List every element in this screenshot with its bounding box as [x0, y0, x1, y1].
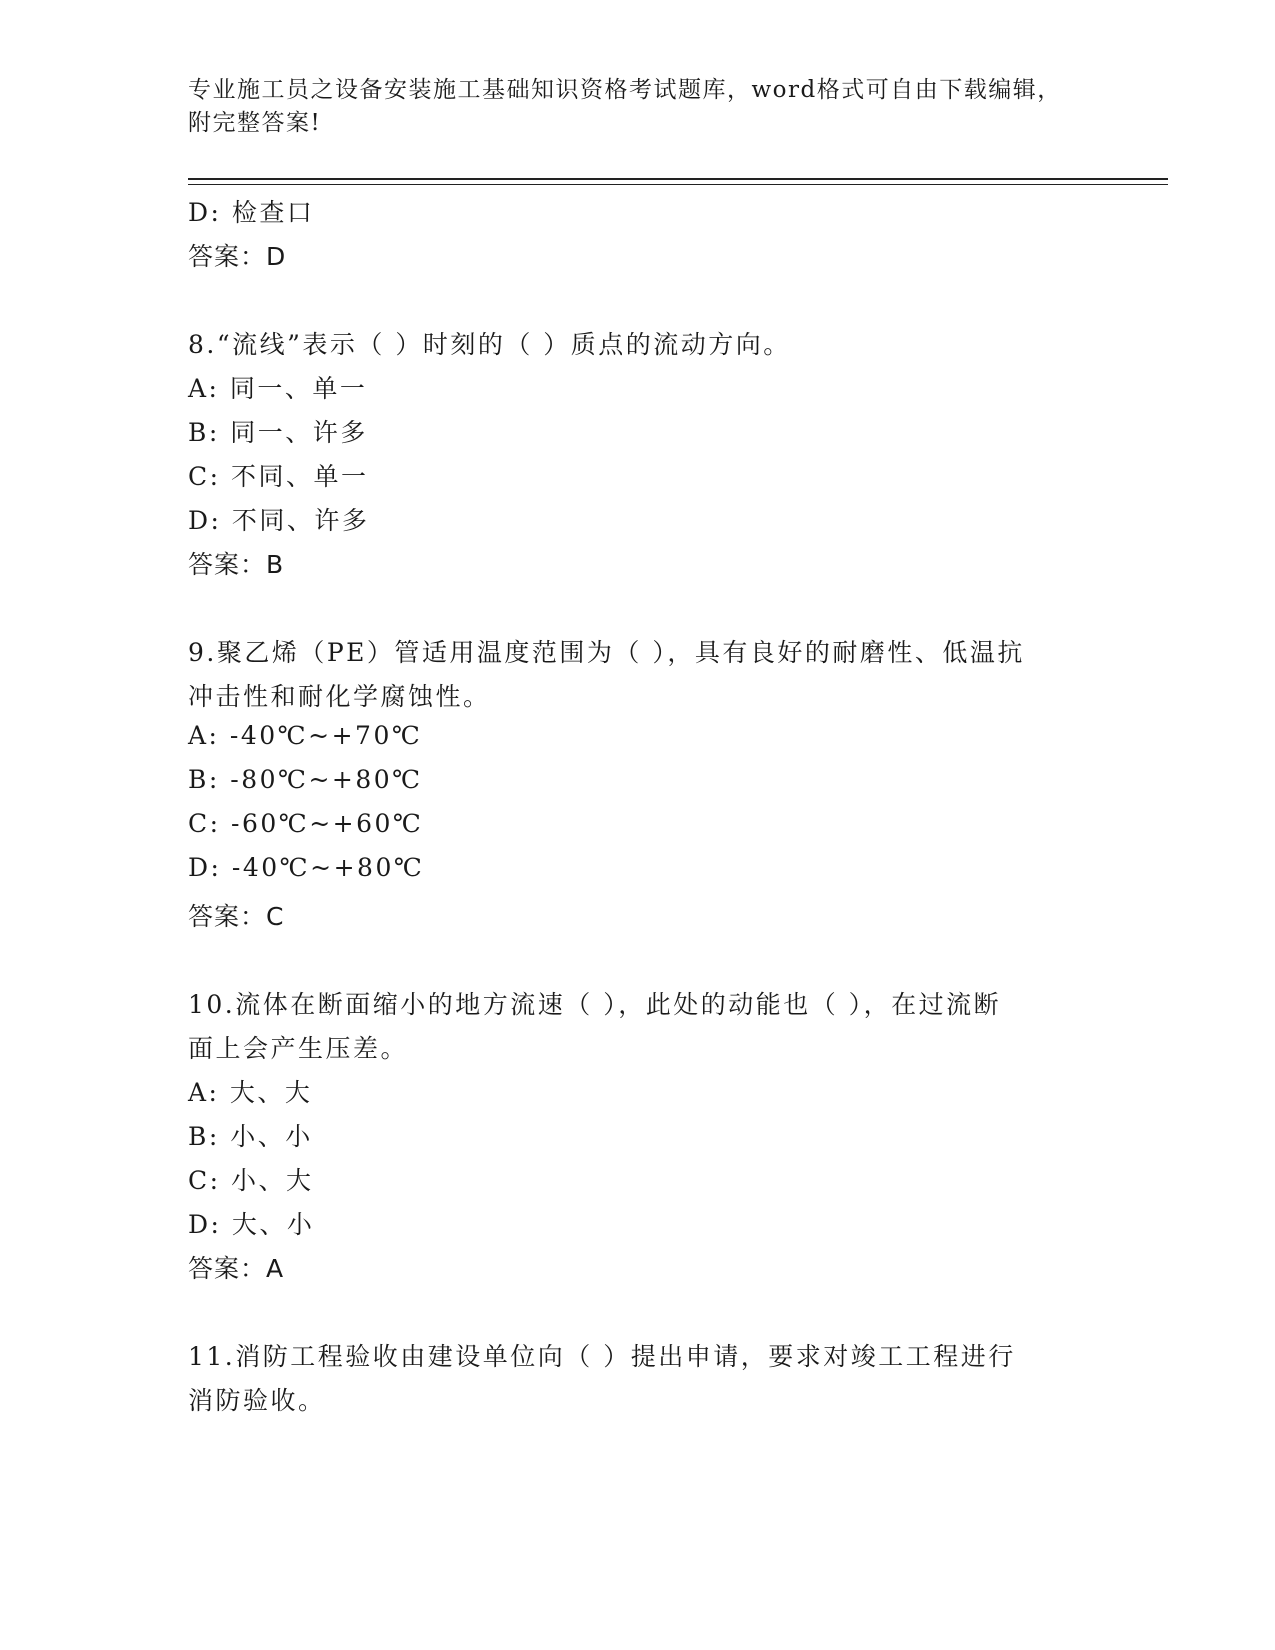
q8-option-b: B: 同一、许多: [188, 418, 368, 447]
q10-option-c: C: 小、大: [188, 1166, 314, 1195]
q8-option-a: A: 同一、单一: [188, 374, 368, 403]
header-line-1: 专业施工员之设备安装施工基础知识资格考试题库，word格式可自由下载编辑，: [188, 77, 1062, 103]
q11-stem-line-2: 消防验收。: [188, 1386, 326, 1415]
q9-option-b: B: -80℃~+80℃: [188, 765, 423, 794]
q9-stem-line-1: 9.聚乙烯（PE）管适用温度范围为（ ），具有良好的耐磨性、低温抗: [188, 638, 1025, 667]
header-divider-thin: [188, 184, 1168, 185]
q10-stem-line-1: 10.流体在断面缩小的地方流速（ ），此处的动能也（ ），在过流断: [188, 990, 1002, 1019]
q10-option-b: B: 小、小: [188, 1122, 313, 1151]
q10-stem-line-2: 面上会产生压差。: [188, 1034, 409, 1063]
q9-option-a: A: -40℃~+70℃: [188, 721, 423, 750]
q8-option-c: C: 不同、单一: [188, 462, 369, 491]
q9-answer: 答案：C: [188, 902, 285, 931]
q7-answer: 答案：D: [188, 242, 287, 271]
q9-option-c: C: -60℃~+60℃: [188, 809, 424, 838]
q11-stem-line-1: 11.消防工程验收由建设单位向（ ）提出申请，要求对竣工工程进行: [188, 1342, 1016, 1371]
q10-answer: 答案：A: [188, 1254, 285, 1283]
q8-answer: 答案：B: [188, 550, 285, 579]
header-line-2: 附完整答案!: [188, 110, 322, 136]
q9-option-d: D: -40℃~+80℃: [188, 853, 425, 882]
document-header: [188, 74, 1088, 140]
q9-stem-line-2: 冲击性和耐化学腐蚀性。: [188, 682, 491, 711]
q10-option-d: D: 大、小: [188, 1210, 315, 1239]
q10-option-a: A: 大、大: [188, 1078, 313, 1107]
q7-option-d: D: 检查口: [188, 198, 315, 227]
header-divider-thick: [188, 178, 1168, 180]
q8-option-d: D: 不同、许多: [188, 506, 370, 535]
q8-stem: 8.“流线”表示（ ）时刻的（ ）质点的流动方向。: [188, 330, 791, 359]
